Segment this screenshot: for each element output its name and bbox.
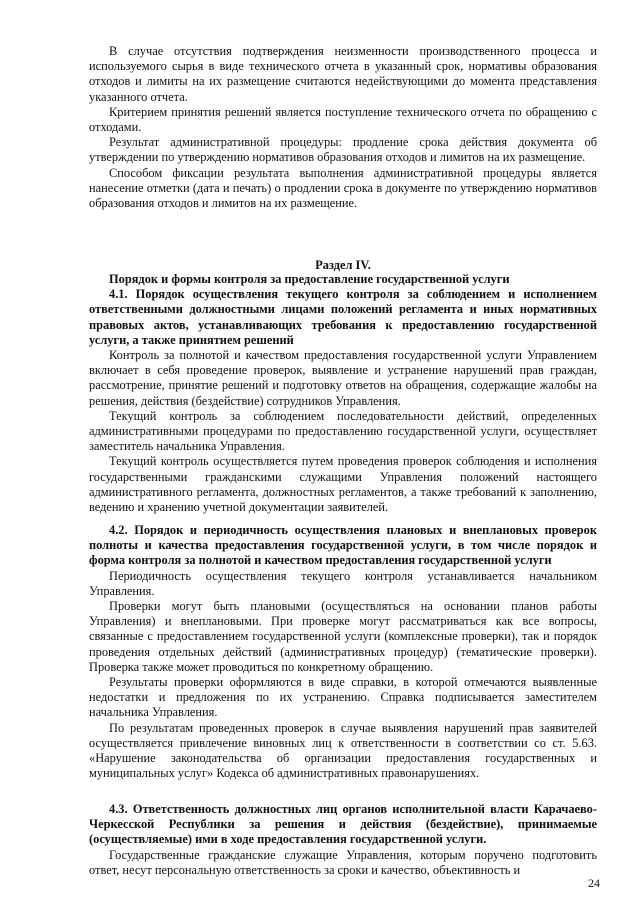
intro-paragraph-1: В случае отсутствия подтверждения неизменности производственного процесса и используемого сырья в виде технического отчета в указанный срок, нормативы образования отходов и лимиты на их размещение считаются недействующими до момента представления указанного отчета. [89,44,597,104]
section-4-1-block [89,272,597,515]
section-subtitle: Порядок и формы контроля за предоставление государственной услуги [109,272,510,286]
s42-paragraph-2: Проверки могут быть плановыми (осуществляться на основании планов работы Управления) и внеплановыми. При проверке могут рассматриваться как все вопросы, связанные с предоставлением государственной услуги (комплексные проверки), так и порядок проведения отдельных действий (административных процедур) (тематические проверки). Проверка также может проводиться по конкретному обращению. [89,599,597,674]
section-4-3-block [89,802,597,878]
s42-paragraph-1: Периодичность осуществления текущего контроля устанавливается начальником Управления. [89,568,597,598]
intro-block [89,44,597,211]
heading-4-1: 4.1. Порядок осуществления текущего контроля за соблюдением и исполнением ответственными должностными лицами положений регламента и иных нормативных правовых актов, устанавливающих требования к предоставлению государственной услуги, а также принятием решений [89,287,597,347]
intro-paragraph-2: Критерием принятия решений является поступление технического отчета по обращению с отходами. [89,104,597,135]
heading-4-3: 4.3. Ответственность должностных лиц органов исполнительной власти Карачаево-Черкесской Республики за решения и действия (бездействие), принимаемые (осуществляемые) ими в ходе предоставления государственной услуги. [89,802,597,847]
page-number: 24 [588,875,600,890]
s41-paragraph-2: Текущий контроль за соблюдением последовательности действий, определенных административными процедурами по предоставлению государственной услуги, осуществляет заместитель начальника Управления. [89,408,597,454]
s42-paragraph-4: По результатам проведенных проверок в случае выявления нарушений прав заявителей осуществляется привлечение виновных лиц к ответственности в соответствии со ст. 5.63. «Нарушение законодательства об организации предоставления государственных и муниципальных услуг» Кодекса об административных правонарушениях. [89,720,597,781]
section-title: Раздел IV. [315,258,371,272]
section-4-2-block [89,523,597,781]
s42-paragraph-3: Результаты проверки оформляются в виде справки, в которой отмечаются выявленные недостатки и предложения по их устранению. Справка подписывается заместителем начальника Управления. [89,675,597,720]
s41-paragraph-3: Текущий контроль осуществляется путем проведения проверок соблюдения и исполнения государственными гражданскими служащими Управления положений настоящего административного регламента, должностных регламентов, а также требований к заполнению, ведению и хранению учетной документации заявителей. [89,454,597,515]
intro-paragraph-4: Способом фиксации результата выполнения административной процедуры является нанесение отметки (дата и печать) о продлении срока в документе по утверждению нормативов образования отходов и лимитов на их размещение. [89,165,597,211]
heading-4-2: 4.2. Порядок и периодичность осуществления плановых и внеплановых проверок полноты и качества предоставления государственной услуги, в том числе порядок и форма контроля за полнотой и качеством предоставления государственной услуги [89,523,597,568]
s43-paragraph-1: Государственные гражданские служащие Управления, которым поручено подготовить ответ, несут персональную ответственность за сроки и качество, объективность и [89,847,597,877]
s41-paragraph-1: Контроль за полнотой и качеством предоставления государственной услуги Управлением включает в себя проведение проверок, выявление и устранение нарушений прав граждан, рассмотрение, принятие решений и подготовку ответов на обращения, содержащие жалобы на решения, действия (бездействие) сотрудников Управления. [89,348,597,408]
intro-paragraph-3: Результат административной процедуры: продление срока действия документа об утверждении по утверждению нормативов образования отходов и лимитов на их размещение. [89,135,597,165]
